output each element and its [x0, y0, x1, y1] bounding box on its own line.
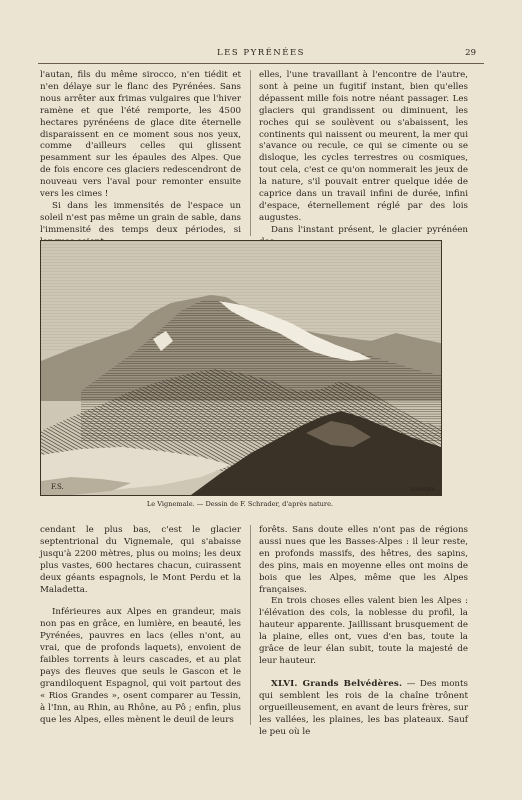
header-rule [38, 63, 484, 64]
paragraph: Si dans les immensités de l'espace un soleil n'est pas même un grain de sable, dans l'immensité des temps deux périodes, si [40, 200, 241, 235]
column-divider-bottom [250, 525, 251, 725]
section-paragraph [259, 679, 468, 739]
page-number: 29 [465, 48, 476, 58]
engraving-vignemale [40, 240, 442, 496]
paragraph: En trois choses elles valent bien les Alpes : l'élévation des cols, la noblesse du profil, la hauteur apparente. Jaillissant brusquement de la plaine, elles ont, vues d'en bas, toute la grâce de leur élan subit, toute la majesté de leur hauteur. [259, 596, 468, 666]
paragraph: cendant le plus bas, c'est le glacier septentrional du Vignemale, qui s'abaisse jusqu'à 2200 mètres, plus ou moins; les deux plus vastes, 600 hectares chacun, cuirassent deux géants espagnols, le Mont Perdu et la Maladetta. [40, 525, 241, 595]
paragraph: l'autan, fils du même sirocco, n'en tiédit et n'en délaye sur le flanc des Pyrénées. Sans nous arrêter aux frimas vulgaires que l'hiver ramène et que l'été remporte, les 4500 hectares pyrénéens de glace dite éternelle disparaissent en ce moment sous nos yeux, comme d'ailleurs celles qui glissent pesamment sur les épaules des Alpes. Que de fois encore ces glaciers redescendront de nouveau vers l'aval pour remonter ensuite vers les cimes ! [40, 70, 241, 200]
paragraph: Inférieures aux Alpes en grandeur, mais non pas en grâce, en lumière, en beauté, les Pyrénées, pauvres en lacs (elles n'ont, au vrai, que de profonds laquets), envoient de faibles torrents à leurs cascades, et au plat pays des fleuves que seuls le Gascon et le grandiloquent Espagnol, qui voit partout des « Rios Grandes », osent comparer au Tessin, à l'Inn, au Rhin, au Rhône, au Pô ; enfin, plus que les Alpes, elles mènent le deuil de leurs [40, 607, 241, 725]
paragraph: elles, l'une travaillant à l'encontre de l'autre, sont à peine un fugitif instant, bien qu'elles dépassent mille fois notre néant passager. Les glaciers qui grandissent ou diminuent, les roches qui se soulèvent ou s'abaissent, les continents qui naissent ou meurent, la mer qui s'avance ou recule, ce qui se cimente ou se disloque, les cycles terrestres ou cosmiques, tout cela, c'est ce qu'on nommerait les jeux de la nature, s'il pouvait entrer quelque idée de caprice dans un travail infini de durée, infini d'espace, éternellement réglé par des lois augustes. [259, 70, 468, 223]
paragraph: forêts. Sans doute elles n'ont pas de régions aussi nues que les Basses-Alpes : il leur reste, en profonds massifs, des hêtres, des sapins, des pins, mais en moyenne elles ont moins de bois que les Alpes, même que les Alpes françaises. [259, 525, 468, 595]
text-column-top-right [259, 70, 468, 236]
column-divider-top [250, 70, 251, 236]
artist-signature: F.S. [51, 483, 64, 491]
text-column-bottom-left [40, 525, 241, 725]
figure-caption: Le Vignemale. — Dessin de F. Schrader, d'après nature. [146, 500, 334, 508]
paragraph: Dans l'instant présent, le glacier pyrénéen [271, 224, 468, 235]
text-column-bottom-right [259, 525, 468, 737]
running-title: LES PYRÉNÉES [217, 48, 305, 58]
section-text: — Des monts qui semblent les rois de la chaîne trônent orgueilleusement, en avant de leurs frères, sur les vallées, les plaines, les bas plateaux. Sauf le peu où le [259, 678, 468, 737]
running-header [40, 48, 482, 64]
section-heading: XLVI. Grands Belvédères. [271, 678, 403, 689]
text-column-top-left [40, 70, 241, 236]
engraver-signature: SCHRADER [410, 488, 435, 493]
